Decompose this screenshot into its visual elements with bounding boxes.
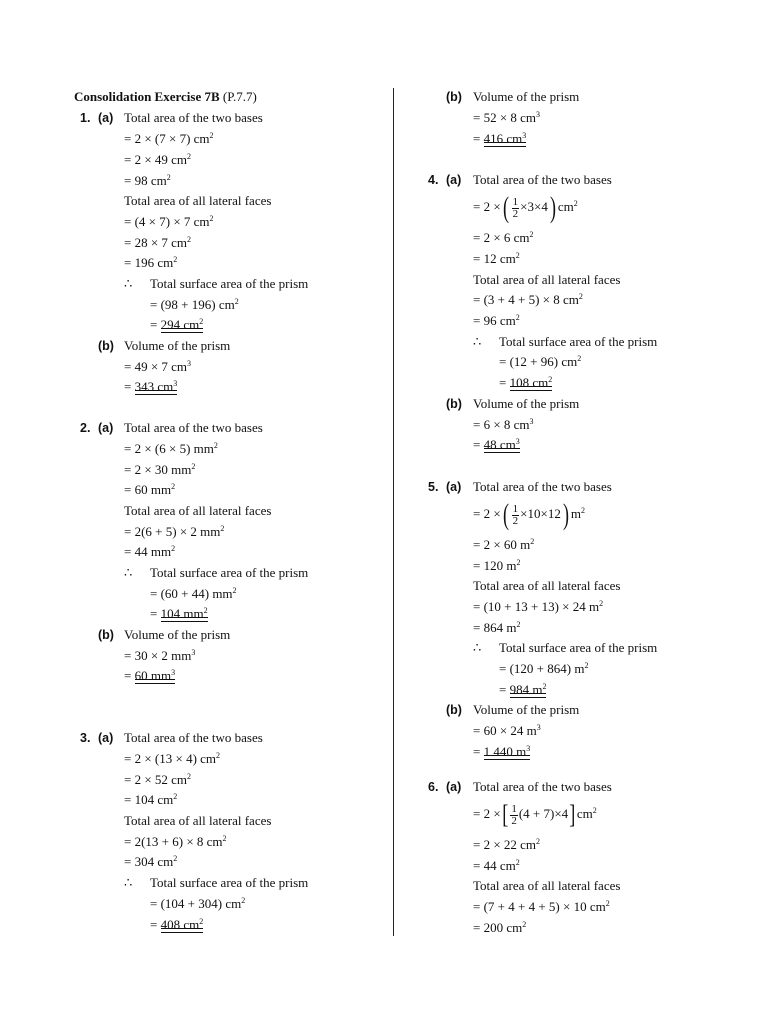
- q3-answer-a: = 408 $cm^2$: [150, 917, 204, 932]
- q5-fraction-line: = 2 ×( $\frac{1}{2}$ ×10×12) $m^2$: [473, 498, 585, 532]
- q3-part-b-label: (b): [446, 90, 462, 104]
- q4-line: = 6 × 8 $cm^3$: [473, 417, 534, 432]
- q5-line: = 120 $m^2$: [473, 558, 521, 573]
- q1-line: = 2 × (7 × 7) $cm^2$: [124, 131, 214, 146]
- q4-line: Total area of the two bases: [473, 172, 612, 187]
- q3-line: ∴ Total surface area of the prism: [124, 875, 309, 890]
- q2-line: Volume of the prism: [124, 627, 231, 642]
- q1-line: = 98 $cm^2$: [124, 173, 171, 188]
- q3-line: Total area of the two bases: [124, 730, 263, 745]
- q4-line: = 2 × 6 $cm^2$: [473, 230, 534, 245]
- q6-fraction-line: = 2 ×[ $\frac{1}{2}$ $(4 + 7)\times 4]cm^2$: [473, 800, 597, 830]
- q3-number: 3.: [80, 731, 91, 745]
- q4-line: = 96 $cm^2$: [473, 313, 520, 328]
- q2-answer-a: = 104 $mm^2$: [150, 606, 208, 621]
- q1-line: = 196 $cm^2$: [124, 255, 178, 270]
- fraction-half: $\frac{1}{2}$: [512, 195, 519, 220]
- q1-line: ∴ Total surface area of the prism: [124, 276, 309, 291]
- q2-line: = 60 $mm^2$: [124, 482, 176, 497]
- q1-number: 1.: [80, 111, 91, 125]
- therefore-symbol: ∴: [473, 640, 482, 655]
- q2-part-b-label: (b): [98, 628, 114, 642]
- q6-part-a-label: (a): [446, 780, 462, 794]
- therefore-symbol: ∴: [473, 334, 482, 349]
- q6-line: = 200 $cm^2$: [473, 920, 527, 935]
- q3-line: = 52 × 8 $cm^3$: [473, 110, 541, 125]
- q6-number: 6.: [428, 780, 439, 794]
- q6-line: = 44 $cm^2$: [473, 858, 520, 873]
- q4-line: Total area of all lateral faces: [473, 272, 621, 287]
- q3-line: Volume of the prism: [473, 89, 580, 104]
- q3-line: = 104 $cm^2$: [124, 792, 178, 807]
- q2-answer-b: = 60 $mm^3$: [124, 668, 176, 683]
- exercise-header: [74, 89, 257, 105]
- q3-line: = 2 × 52 $cm^2$: [124, 772, 192, 787]
- q5-line: Volume of the prism: [473, 702, 580, 717]
- therefore-symbol: ∴: [124, 875, 133, 890]
- q3-part-a-label: (a): [98, 731, 114, 745]
- q3-line: = (104 + 304) $cm^2$: [150, 896, 246, 911]
- q1-answer-a: = 294 $cm^2$: [150, 317, 204, 332]
- q2-line: Total area of all lateral faces: [124, 503, 272, 518]
- q5-line: ∴ Total surface area of the prism: [473, 640, 658, 655]
- q5-line: = 2 × 60 $m^2$: [473, 537, 535, 552]
- q1-line: = 28 × 7 $cm^2$: [124, 235, 192, 250]
- q1-part-a-label: (a): [98, 111, 114, 125]
- q6-line: Total area of the two bases: [473, 779, 612, 794]
- q4-part-a-label: (a): [446, 173, 462, 187]
- q2-line: = 30 × 2 $mm^3$: [124, 648, 196, 663]
- q1-line: Total area of all lateral faces: [124, 193, 272, 208]
- therefore-symbol: ∴: [124, 276, 133, 291]
- q5-part-a-label: (a): [446, 480, 462, 494]
- q4-number: 4.: [428, 173, 439, 187]
- q3-answer-b: = 416 $cm^3$: [473, 131, 527, 146]
- q5-line: Total area of the two bases: [473, 479, 612, 494]
- q1-answer-b: = 343 $cm^3$: [124, 379, 178, 394]
- q1-line: = 49 × 7 $cm^3$: [124, 359, 192, 374]
- q6-line: = (7 + 4 + 4 + 5) × 10 $cm^2$: [473, 899, 610, 914]
- q1-line: Total area of the two bases: [124, 110, 263, 125]
- q4-line: = 12 $cm^2$: [473, 251, 520, 266]
- q2-line: = 44 $mm^2$: [124, 544, 176, 559]
- q2-line: = 2 × 30 $mm^2$: [124, 462, 196, 477]
- column-divider: [393, 88, 394, 936]
- q2-line: = 2(6 + 5) × 2 $mm^2$: [124, 524, 225, 539]
- q5-answer-b: = 1 440 $m^3$: [473, 744, 531, 759]
- q4-line: ∴ Total surface area of the prism: [473, 334, 658, 349]
- q1-line: = (4 × 7) × 7 $cm^2$: [124, 214, 214, 229]
- q3-line: = 304 $cm^2$: [124, 854, 178, 869]
- q1-line: = 2 × 49 $cm^2$: [124, 152, 192, 167]
- q4-part-b-label: (b): [446, 397, 462, 411]
- q1-part-b-label: (b): [98, 339, 114, 353]
- q5-answer-a: = 984 $m^2$: [499, 682, 547, 697]
- q5-line: = (120 + 864) $m^2$: [499, 661, 589, 676]
- q5-part-b-label: (b): [446, 703, 462, 717]
- q5-line: = 60 × 24 $m^3$: [473, 723, 541, 738]
- q2-line: Total area of the two bases: [124, 420, 263, 435]
- q3-line: = 2(13 + 6) × 8 $cm^2$: [124, 834, 227, 849]
- q4-answer-a: = 108 $cm^2$: [499, 375, 553, 390]
- q5-line: Total area of all lateral faces: [473, 578, 621, 593]
- q2-line: ∴ Total surface area of the prism: [124, 565, 309, 580]
- q1-line: Volume of the prism: [124, 338, 231, 353]
- q5-line: = 864 $m^2$: [473, 620, 521, 635]
- q2-line: = (60 + 44) $mm^2$: [150, 586, 237, 601]
- q4-line: Volume of the prism: [473, 396, 580, 411]
- page-reference: (P.7.7): [222, 89, 257, 104]
- fraction-half: $\frac{1}{2}$: [511, 802, 517, 827]
- q1-line: = (98 + 196) $cm^2$: [150, 297, 239, 312]
- q4-answer-b: = 48 $cm^3$: [473, 437, 520, 452]
- q6-line: = 2 × 22 $cm^2$: [473, 837, 541, 852]
- fraction-half: $\frac{1}{2}$: [512, 502, 519, 527]
- q6-line: Total area of all lateral faces: [473, 878, 621, 893]
- therefore-symbol: ∴: [124, 565, 133, 580]
- q4-line: = (3 + 4 + 5) × 8 $cm^2$: [473, 292, 583, 307]
- q3-line: = 2 × (13 × 4) $cm^2$: [124, 751, 221, 766]
- q2-part-a-label: (a): [98, 421, 114, 435]
- q2-line: = 2 × (6 × 5) $mm^2$: [124, 441, 218, 456]
- q5-line: = (10 + 13 + 13) × 24 $m^2$: [473, 599, 604, 614]
- q4-fraction-line: = 2 ×( $\frac{1}{2}$ ×3×4) $cm^2$: [473, 191, 578, 225]
- q4-line: = (12 + 96) $cm^2$: [499, 354, 582, 369]
- q2-number: 2.: [80, 421, 91, 435]
- q3-line: Total area of all lateral faces: [124, 813, 272, 828]
- exercise-title: Consolidation Exercise 7B: [74, 89, 220, 104]
- q5-number: 5.: [428, 480, 439, 494]
